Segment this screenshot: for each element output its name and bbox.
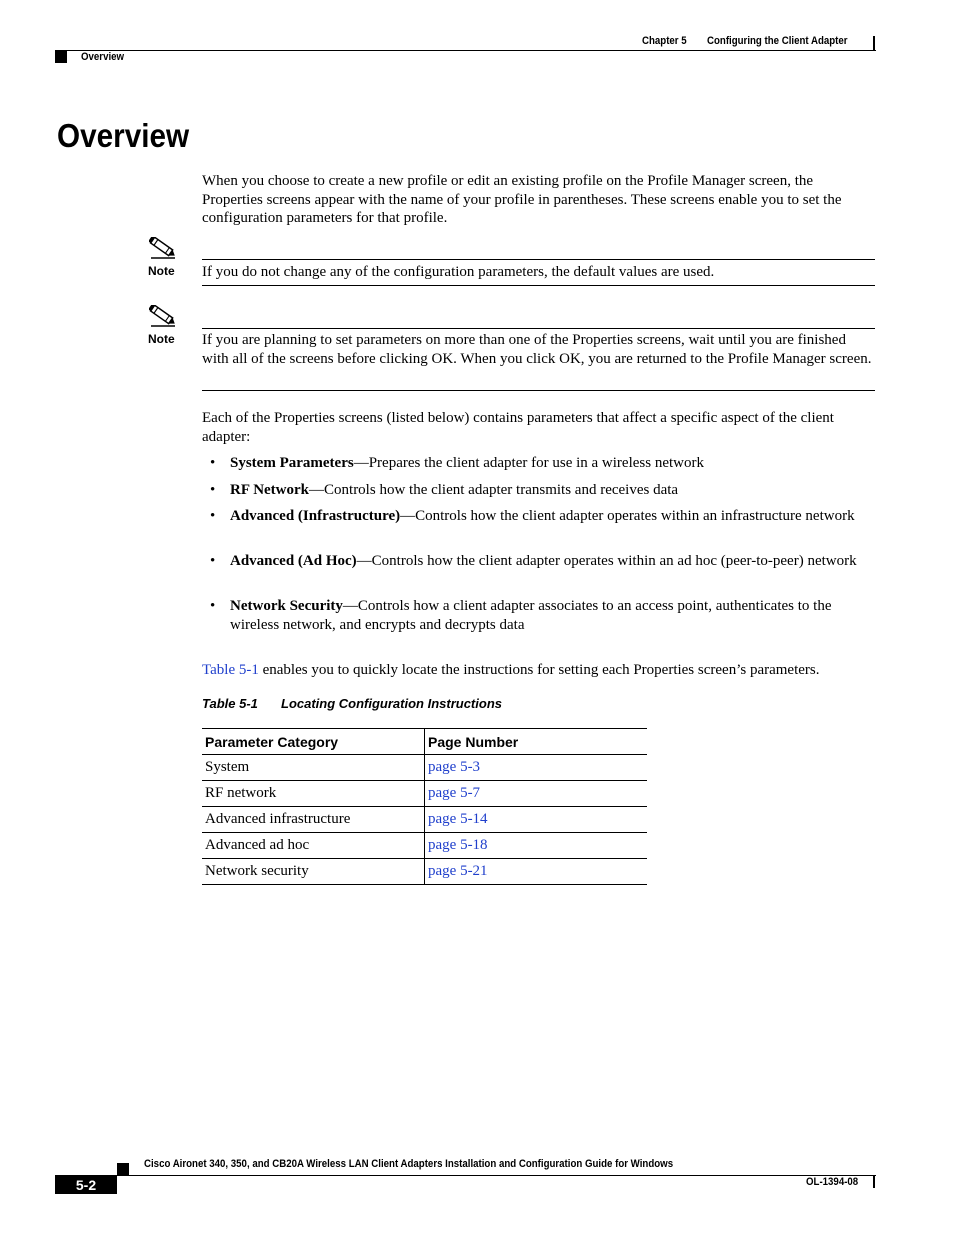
bullet-icon: • [210, 598, 216, 614]
header-section: Overview [81, 51, 125, 63]
page-link[interactable]: page 5-7 [428, 785, 481, 801]
list-item [202, 597, 875, 634]
footer-rule [55, 1175, 876, 1176]
list-item [202, 481, 875, 500]
pencil-icon [149, 237, 177, 264]
page-number: 5-2 [55, 1175, 117, 1194]
list-item-term: Network Security [230, 598, 343, 614]
table-cell: Advanced ad hoc [202, 833, 425, 859]
bullet-icon: • [210, 482, 216, 498]
footer-marker [117, 1163, 129, 1175]
table-header-row [202, 729, 647, 755]
list-item-desc: —Controls how the client adapter operates within an infrastructure network [400, 508, 855, 524]
page-link[interactable]: page 5-3 [428, 759, 481, 775]
list-intro: Each of the Properties screens (listed below) contains parameters that affect a specific aspect of the client adapter: [202, 410, 834, 445]
page-title: Overview [57, 117, 190, 154]
table-row [202, 807, 647, 833]
page-link[interactable]: page 5-18 [428, 837, 488, 853]
column-header: Parameter Category [202, 729, 425, 755]
header-chapter-title: Configuring the Client Adapter [707, 35, 848, 47]
note-text: If you are planning to set parameters on more than one of the Properties screens, wait until you are finished with all of the screens before clicking OK. When you click OK, you are returned to the Profile Manager screen. [202, 332, 872, 367]
bullet-icon: • [210, 508, 216, 524]
table-row [202, 833, 647, 859]
note-text: If you do not change any of the configuration parameters, the default values are used. [202, 264, 715, 280]
table-cell: RF network [202, 781, 425, 807]
page-link[interactable]: page 5-14 [428, 811, 488, 827]
table-row [202, 781, 647, 807]
table-caption-title: Locating Configuration Instructions [281, 696, 502, 711]
table-caption [202, 696, 502, 711]
list-item-desc: —Controls how the client adapter operates within an ad hoc (peer-to-peer) network [356, 553, 857, 569]
footer-book-title: Cisco Aironet 340, 350, and CB20A Wireless LAN Client Adapters Installation and Configuration Guide for Windows [144, 1158, 674, 1170]
table-link[interactable]: Table 5-1 [202, 662, 259, 678]
list-item-desc: —Controls how a client adapter associates to an access point, authenticates to the wireless network, and encrypts and decrypts data [230, 598, 832, 633]
list-item [202, 454, 875, 473]
note-rule-bottom [202, 285, 875, 286]
bullet-icon: • [210, 455, 216, 471]
table-cell: Advanced infrastructure [202, 807, 425, 833]
bullet-icon: • [210, 553, 216, 569]
list-item-desc: —Prepares the client adapter for use in a wireless network [353, 455, 704, 471]
note-rule-top [202, 259, 875, 260]
table-cell: System [202, 755, 425, 781]
note-rule-top [202, 328, 875, 329]
table-reference-text: enables you to quickly locate the instructions for setting each Properties screen’s parameters. [258, 662, 820, 678]
header-tick [873, 36, 875, 51]
list-item-term: System Parameters [230, 455, 354, 471]
footer-tick [873, 1176, 875, 1188]
note-label: Note [148, 332, 175, 346]
list-item [202, 552, 875, 571]
list-item-term: Advanced (Infrastructure) [230, 508, 401, 524]
list-item-term: Advanced (Ad Hoc) [230, 553, 357, 569]
intro-paragraph: When you choose to create a new profile or edit an existing profile on the Profile Manager screen, the Properties screens appear with the name of your profile in parentheses. These screens enable you to set the configuration parameters for that profile. [202, 173, 842, 226]
header-rule [55, 50, 876, 51]
header-marker [55, 51, 67, 63]
pencil-icon [149, 305, 177, 332]
table-row [202, 755, 647, 781]
footer-doc-id: OL-1394-08 [806, 1176, 859, 1188]
note-rule-bottom [202, 390, 875, 391]
config-table [202, 728, 647, 885]
table-row [202, 859, 647, 885]
table-reference [202, 661, 902, 680]
header-chapter: Chapter 5 [642, 35, 687, 47]
list-item-desc: —Controls how the client adapter transmits and receives data [309, 482, 679, 498]
list-item-term: RF Network [230, 482, 310, 498]
page-link[interactable]: page 5-21 [428, 863, 488, 879]
column-header: Page Number [425, 729, 648, 755]
table-caption-label: Table 5-1 [202, 696, 258, 711]
list-item [202, 507, 875, 526]
table-cell: Network security [202, 859, 425, 885]
note-label: Note [148, 264, 175, 278]
